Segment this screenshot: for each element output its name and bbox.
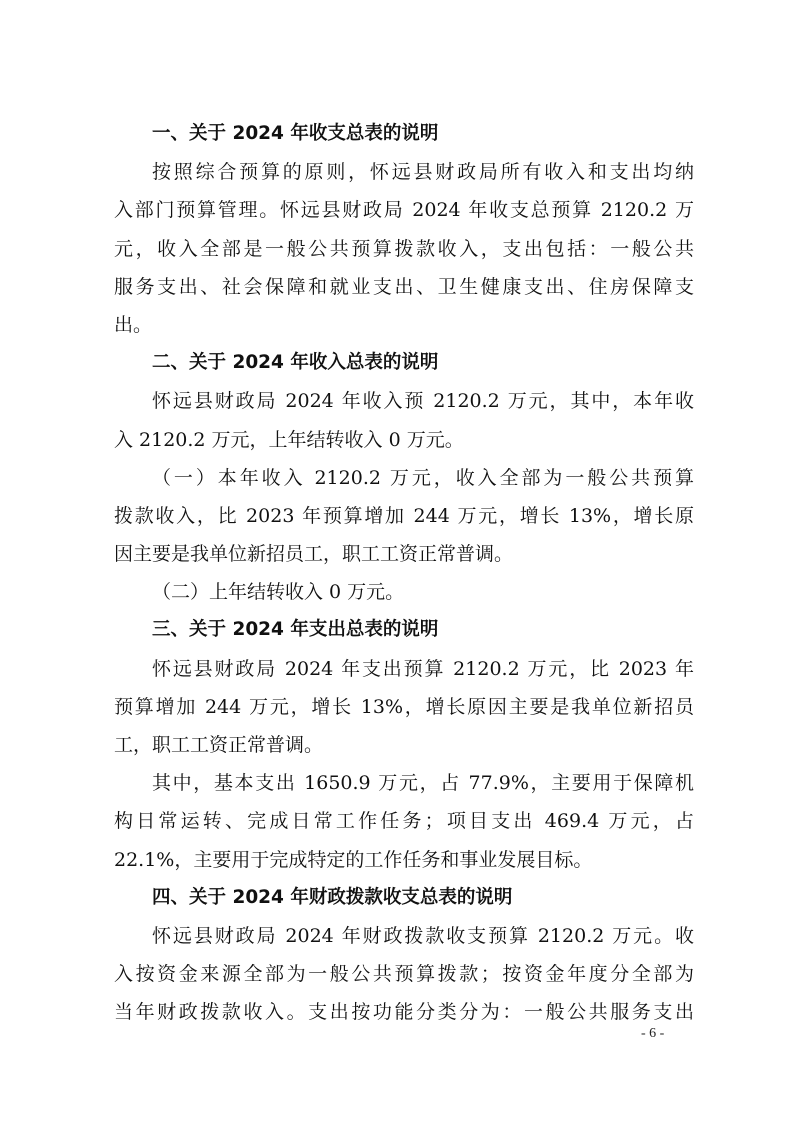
paragraph-line: 怀远县财政局 2024 年支出预算 2120.2 万元，比 2023 年: [152, 657, 694, 680]
paragraph-line: 当年财政拨款收入。支出按功能分类分为：一般公共服务支出: [114, 1001, 694, 1024]
section-heading-4: 四、关于 2024 年财政拨款收支总表的说明: [152, 886, 513, 908]
paragraph-line: 服务支出、社会保障和就业支出、卫生健康支出、住房保障支: [114, 275, 694, 298]
paragraph-line: 因主要是我单位新招员工，职工工资正常普调。: [114, 543, 514, 566]
paragraph-line: （二）上年结转收入 0 万元。: [152, 581, 405, 604]
section-heading-3: 三、关于 2024 年支出总表的说明: [152, 619, 439, 641]
paragraph-line: 按照综合预算的原则，怀远县财政局所有收入和支出均纳: [152, 161, 694, 184]
paragraph-line: 预算增加 244 万元，增长 13%，增长原因主要是我单位新招员: [114, 695, 694, 718]
paragraph-line: 入 2120.2 万元，上年结转收入 0 万元。: [114, 428, 464, 451]
section-heading-1: 一、关于 2024 年收支总表的说明: [152, 123, 439, 144]
document-body: [114, 115, 694, 1032]
paragraph-line: 入部门预算管理。怀远县财政局 2024 年收支总预算 2120.2 万: [114, 199, 694, 222]
page-number: - 6 -: [641, 1026, 665, 1041]
paragraph-line: 怀远县财政局 2024 年收入预 2120.2 万元，其中，本年收: [152, 390, 694, 413]
section-heading-2: 二、关于 2024 年收入总表的说明: [152, 352, 439, 374]
paragraph-line: 元，收入全部是一般公共预算拨款收入，支出包括：一般公共: [114, 237, 694, 260]
paragraph-line: 构日常运转、完成日常工作任务；项目支出 469.4 万元，占: [114, 810, 694, 833]
paragraph-line: 工，职工工资正常普调。: [114, 734, 324, 756]
paragraph-line: 其中，基本支出 1650.9 万元，占 77.9%，主要用于保障机: [152, 772, 694, 795]
paragraph-line: 22.1%，主要用于完成特定的工作任务和事业发展目标。: [114, 848, 593, 871]
paragraph-line: 出。: [114, 313, 153, 336]
paragraph-line: （一）本年收入 2120.2 万元，收入全部为一般公共预算: [152, 466, 694, 489]
paragraph-line: 入按资金来源全部为一般公共预算拨款；按资金年度分全部为: [114, 963, 694, 986]
paragraph-line: 怀远县财政局 2024 年财政拨款收支预算 2120.2 万元。收: [152, 924, 694, 947]
paragraph-line: 拨款收入，比 2023 年预算增加 244 万元，增长 13%，增长原: [114, 504, 694, 527]
